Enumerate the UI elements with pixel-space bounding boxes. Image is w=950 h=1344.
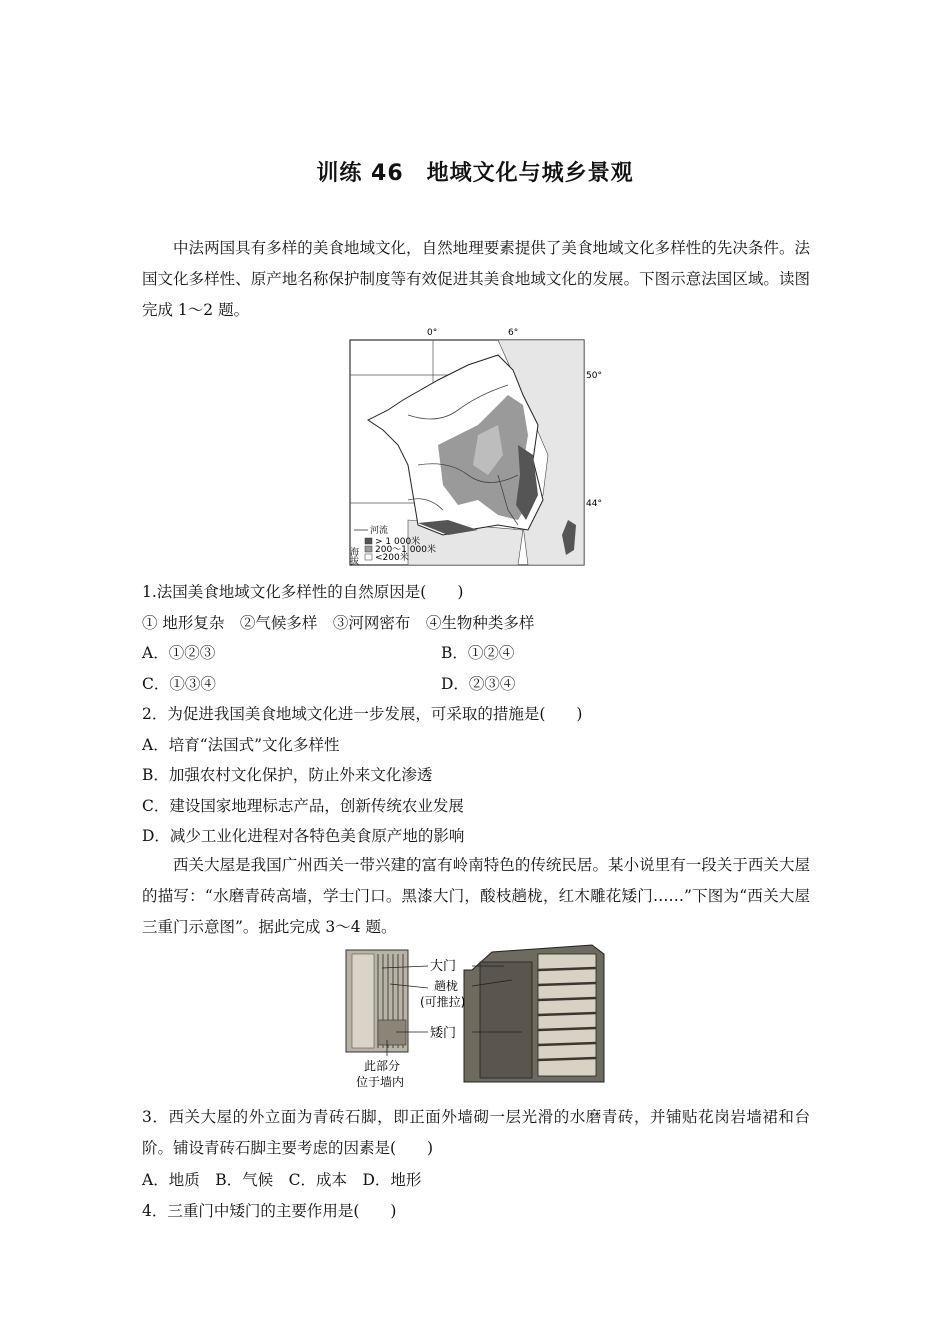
q1-option-d[interactable]: D．②③④	[441, 675, 516, 693]
label-inner-1: 此部分	[364, 1059, 401, 1073]
q2-option-d[interactable]: D．减少工业化进程对各特色美食原产地的影响	[142, 827, 465, 845]
intro-paragraph-1: 中法两国具有多样的美食地域文化，自然地理要素提供了美食地域文化多样性的先决条件。法国文化多样性、原产地名称保护制度等有效促进其美食地域文化的发展。下图示意法国区域。读图完成 1～2 题。	[142, 239, 810, 319]
lon-0-label: 0°	[427, 328, 438, 338]
lon-6-label: 6°	[508, 328, 519, 338]
q2-option-a[interactable]: A．培育“法国式”文化多样性	[142, 736, 340, 754]
q1-options-line: ① 地形复杂 ②气候多样 ③河网密布 ④生物种类多样	[142, 614, 535, 632]
legend-mid: 200～1 000米	[375, 545, 436, 555]
q1-option-a[interactable]: A．①②③	[142, 644, 216, 662]
legend-river: 河流	[370, 526, 389, 536]
q4-stem: 4．三重门中矮门的主要作用是( )	[142, 1202, 397, 1220]
label-inner-2: 位于墙内	[356, 1075, 405, 1089]
legend-high: > 1 000米	[375, 537, 421, 547]
legend-alt-label: 海拔	[348, 547, 358, 565]
lat-50-label: 50°	[586, 371, 602, 381]
q2-option-c[interactable]: C．建设国家地理标志产品，创新传统农业发展	[142, 797, 464, 815]
label-low-door: 矮门	[430, 1026, 457, 1041]
q3-options-line[interactable]: A．地质 B．气候 C．成本 D．地形	[142, 1171, 422, 1189]
q1-option-c[interactable]: C．①③④	[142, 675, 216, 693]
legend-low: <200米	[375, 553, 409, 563]
label-pushpull: (可推拉)	[420, 995, 466, 1009]
label-main-door: 大门	[430, 959, 457, 974]
label-tanglong: 趟栊	[434, 979, 459, 993]
q2-stem: 2．为促进我国美食地域文化进一步发展，可采取的措施是( )	[142, 705, 583, 723]
q1-stem: 1.法国美食地域文化多样性的自然原因是( )	[142, 583, 464, 601]
q3-stem: 3．西关大屋的外立面为青砖石脚，即正面外墙砌一层光滑的水磨青砖，并铺贴花岗岩墙裙和台阶。铺设青砖石脚主要考虑的因素是( )	[142, 1108, 810, 1157]
q1-option-b[interactable]: B．①②④	[441, 644, 515, 662]
france-map	[348, 325, 616, 570]
door-figure	[342, 940, 612, 1095]
intro-paragraph-2: 西关大屋是我国广州西关一带兴建的富有岭南特色的传统民居。某小说里有一段关于西关大屋的描写：“水磨青砖高墙，学士门口。黑漆大门，酸枝趟栊，红木雕花矮门……”下图为“西关大屋三重门示意图”。据此完成 3～4 题。	[142, 856, 810, 936]
q2-option-b[interactable]: B．加强农村文化保护，防止外来文化渗透	[142, 766, 433, 784]
page-title: 训练 46 地域文化与城乡景观	[316, 161, 634, 186]
lat-44-label: 44°	[586, 499, 602, 509]
